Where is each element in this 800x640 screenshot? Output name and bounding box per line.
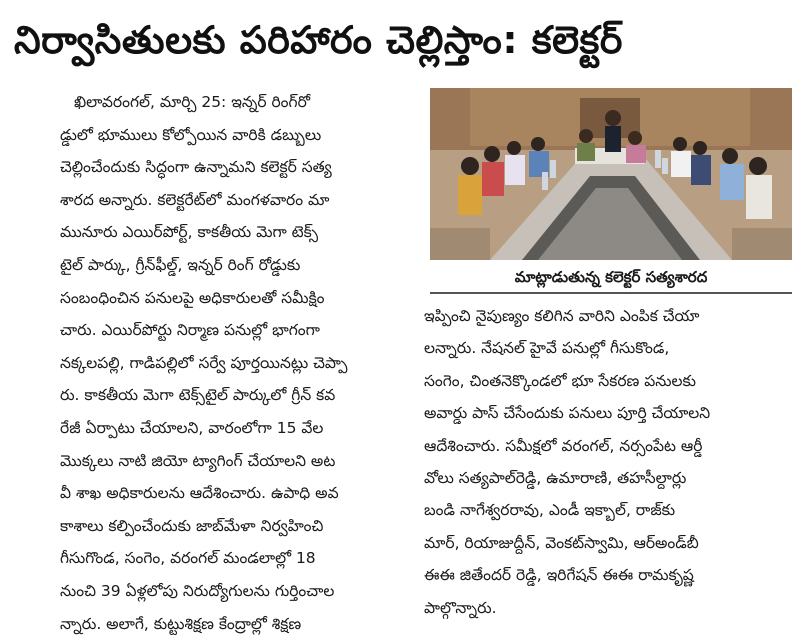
article-line: మునూరు ఎయిర్‌పోర్ట్, కాకతీయ మెగా టెక్స్ (60, 216, 414, 249)
article-line: సంగెం, చింతనెక్కొండలో భూ సేకరణ పనులకు (424, 365, 794, 397)
article-line: ఈఈ జితేందర్ రెడ్డి, ఇరిగేషన్ ఈఈ రామకృష్ణ (424, 559, 794, 591)
article-line: అవార్డు పాస్ చేసేందుకు పనులు పూర్తి చేయాలని (424, 397, 794, 429)
photo-caption: మాట్లాడుతున్న కలెక్టర్ సత్యశారద (430, 262, 792, 294)
article-line: చెల్లించేందుకు సిద్ధంగా ఉన్నామని కలెక్టర్ సత్య (60, 151, 414, 184)
headline: నిర్వాసితులకు పరిహారం చెల్లిస్తాం: కలెక్టర్ (14, 6, 786, 74)
left-column (60, 86, 414, 626)
right-column (424, 300, 794, 622)
article-line: న్నారు. అలాగే, కుట్టుశిక్షణ కేంద్రాల్లో శిక్షణ (60, 608, 414, 640)
article-line: నక్కలపల్లి, గాడిపల్లిలో సర్వే పూర్తయినట్లు చెప్పా (60, 347, 414, 380)
article-line: కాశాలు కల్పించేందుకు జాబ్‌మేళా నిర్వహించి (60, 510, 414, 543)
article-line: ఖిలావరంగల్, మార్చి 25: ఇన్నర్ రింగ్‌రో (60, 86, 414, 119)
article-line: ఆదేశించారు. సమీక్షలో వరంగల్, నర్సంపేట ఆర్డీ (424, 430, 794, 462)
article-line: శారద అన్నారు. కలెక్టరేట్‌లో మంగళవారం మా (60, 184, 414, 217)
meeting-photo (430, 88, 792, 260)
article-line: ఇప్పించి నైపుణ్యం కలిగిన వారిని ఎంపిక చేయా (424, 300, 794, 332)
article-line: నుంచి 39 ఏళ్లలోపు నిరుద్యోగులను గుర్తించాల (60, 575, 414, 608)
article-line: గీసుగొండ, సంగెం, వరంగల్ మండలాల్లో 18 (60, 542, 414, 575)
meeting-photo-illustration (430, 88, 792, 260)
article-line: పాల్గొన్నారు. (424, 592, 794, 624)
article-line: రు. కాకతీయ మెగా టెక్స్‌టైల్ పార్కులో గ్రీన్ కవ (60, 379, 414, 412)
article-line: మొక్కలు నాటి జియో ట్యాగింగ్ చేయాలని అట (60, 445, 414, 478)
article-line: చారు. ఎయిర్‌పోర్టు నిర్మాణ పనుల్లో భాగంగా (60, 314, 414, 347)
article-line: రేజీ ఏర్పాటు చేయాలని, వారంలోగా 15 వేల (60, 412, 414, 445)
article-line: డ్డులో భూములు కోల్పోయిన వారికి డబ్బులు (60, 119, 414, 152)
article-line: బండి నాగేశ్వరరావు, ఎండీ ఇక్బాల్, రాజ్‌కు (424, 494, 794, 526)
article-line: మార్, రియాజుద్దీన్, వెంకట్‌స్వామి, ఆర్‌అండ్‌బీ (424, 527, 794, 559)
article-line: లన్నారు. నేషనల్ హైవే పనుల్లో గీసుకొండ, (424, 332, 794, 364)
article-line: సంబంధించిన పనులపై అధికారులతో సమీక్షిం (60, 282, 414, 315)
article-line: వోలు సత్యపాల్‌రెడ్డి, ఉమారాణి, తహసీల్దార్లు (424, 462, 794, 494)
article-line: వీ శాఖ అధికారులను ఆదేశించారు. ఉపాధి అవ (60, 477, 414, 510)
article-line: టైల్ పార్కు, గ్రీన్‌ఫీల్డ్, ఇన్నర్ రింగ్ రోడ్డుకు (60, 249, 414, 282)
